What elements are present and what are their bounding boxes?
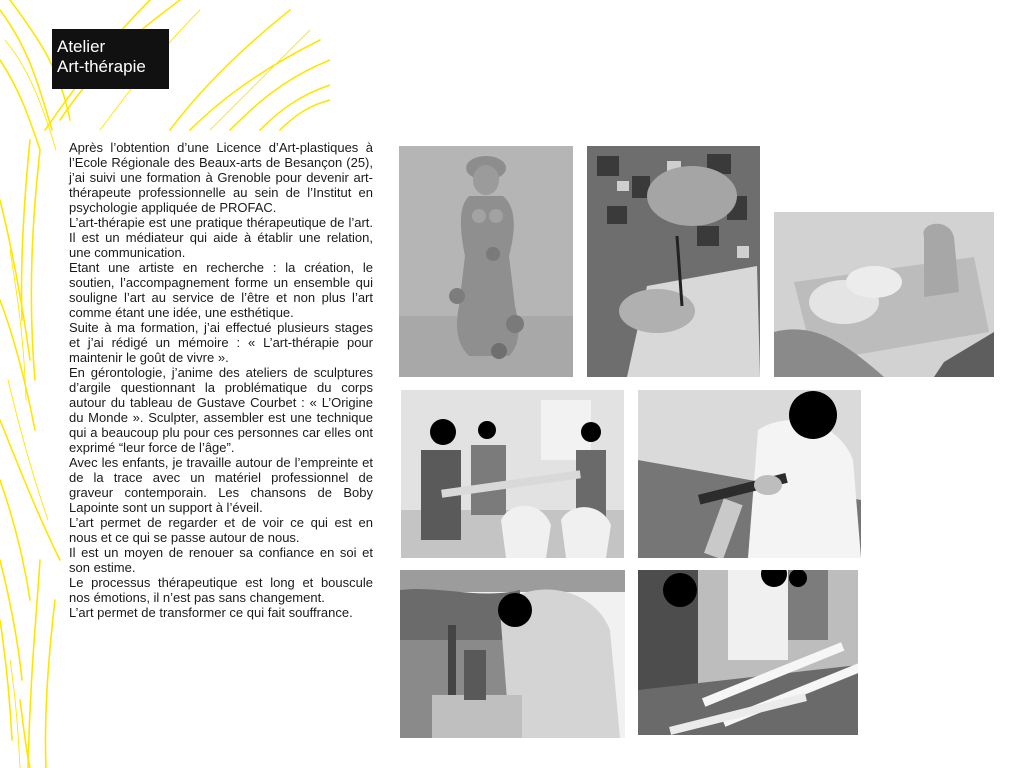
paragraph-children: Avec les enfants, je travaille autour de l’empreinte et de la trace avec un matériel professionnel de graveur contemporain. Les chansons de Boby Lapointe sont un support à l’éveil. xyxy=(69,455,373,515)
paragraph-artist: Etant une artiste en recherche : la création, le soutien, l’accompagnement forme un ensemble qui souligne l’art au service de l’être et non plus l’art comme étant une idée, une esthétique. xyxy=(69,260,373,320)
photo-wood-beams-group xyxy=(638,570,858,735)
photo-sawing-group-room xyxy=(401,390,624,558)
paragraph-confidence: Il est un moyen de renouer sa confiance en soi et son estime. xyxy=(69,545,373,575)
photo-clay-statue xyxy=(399,146,573,377)
paragraph-intro: Après l’obtention d’une Licence d’Art-plastiques à l’Ecole Régionale des Beaux-arts de Besançon (25), j’ai suivi une formation à Grenoble pour devenir art-thérapeute professionnelle au sein de l’Institut en psychologie appliquée de PROFAC. xyxy=(69,140,373,215)
photo-clay-work-table xyxy=(774,212,994,377)
paragraph-definition: L’art-thérapie est une pratique thérapeutique de l’art. Il est un médiateur qui aide à établir une relation, une communication. xyxy=(69,215,373,260)
photo-sawing-closeup xyxy=(638,390,861,558)
photo-engraving-hands xyxy=(587,146,760,377)
paragraph-look: L’art permet de regarder et de voir ce qui est en nous et ce qui se passe autour de nous. xyxy=(69,515,373,545)
title-line-1: Atelier xyxy=(57,37,106,56)
paragraph-training: Suite à ma formation, j’ai effectué plusieurs stages et j’ai rédigé un mémoire : « L’art-thérapie pour maintenir le goût de vivre ». xyxy=(69,320,373,365)
title-line-2: Art-thérapie xyxy=(57,57,146,76)
body-text xyxy=(69,140,373,620)
paragraph-gerontology: En gérontologie, j’anime des ateliers de sculptures d’argile questionnant la problématique du corps autour du tableau de Gustave Courbet : « L’Origine du Monde ». Sculpter, assembler est une technique qui a beaucoup plu pour ces personnes car elles ont exprimé “leur force de l’âge”. xyxy=(69,365,373,455)
photo-outdoor-workbench xyxy=(400,570,625,738)
paragraph-process: Le processus thérapeutique est long et bouscule nos émotions, il n’est pas sans changement. xyxy=(69,575,373,605)
paragraph-transform: L’art permet de transformer ce qui fait souffrance. xyxy=(69,605,353,620)
page-title xyxy=(52,29,169,89)
